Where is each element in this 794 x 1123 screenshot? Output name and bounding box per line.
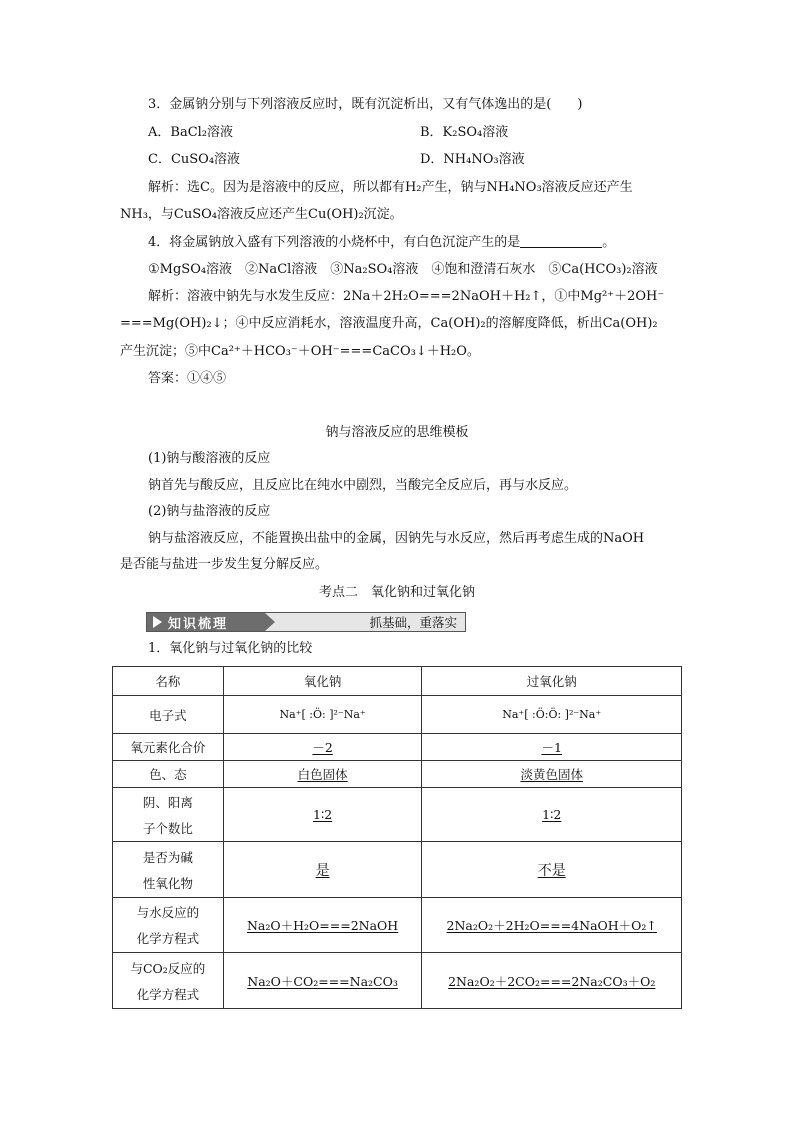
q3-analysis-line1: 解析：选C。因为是溶液中的反应，所以都有H₂产生，钠与NH₄NO₃溶液反应还产生 <box>148 180 633 195</box>
row-label-line: 与水反应的 <box>136 905 200 920</box>
play-arrow-icon <box>153 616 162 628</box>
template-paragraph-2a: 钠与盐溶液反应，不能置换出盐中的金属，因钠先与水反应，然后再考虑生成的NaOH <box>148 531 645 546</box>
table-cell: 不是 <box>422 842 682 898</box>
q3-option-b: B．K₂SO₄溶液 <box>420 125 509 140</box>
row-label-line: 化学方程式 <box>136 931 200 946</box>
header-cell: 名称 <box>113 667 224 696</box>
row-label: 电子式 <box>113 696 224 734</box>
row-label-line: 子个数比 <box>142 820 193 836</box>
table-cell: 1∶2 <box>223 788 422 842</box>
q3-option-d: D．NH₄NO₃溶液 <box>420 152 525 167</box>
row-label-line: 性氧化物 <box>142 875 193 891</box>
q4-analysis-line3: 产生沉淀；⑤中Ca²⁺＋HCO₃⁻＋OH⁻===CaCO₃↓＋H₂O。 <box>120 344 480 359</box>
q3-option-c: C．CuSO₄溶液 <box>148 152 241 167</box>
q4-stem-text: 4．将金属钠放入盛有下列溶液的小烧杯中，有白色沉淀产生的是 <box>148 235 521 250</box>
table-cell: －1 <box>422 734 682 761</box>
q3-stem: 3．金属钠分别与下列溶液反应时，既有沉淀析出，又有气体逸出的是( ) <box>148 97 583 112</box>
row-label-line: 是否为碱 <box>142 849 193 865</box>
table-row <box>113 788 682 842</box>
electron-formula-na2o: Na⁺[ :Ö: ]²⁻Na⁺ <box>223 696 422 734</box>
table-cell: 淡黄色固体 <box>422 761 682 788</box>
header-cell: 过氧化钠 <box>422 667 682 696</box>
comparison-table <box>112 666 682 1009</box>
table-cell: 是 <box>223 842 422 898</box>
q3-analysis-line2: NH₃，与CuSO₄溶液反应还产生Cu(OH)₂沉淀。 <box>120 207 403 222</box>
knowledge-badge <box>146 612 466 632</box>
comparison-subtitle: 1．氧化钠与过氧化钠的比较 <box>148 641 313 656</box>
table-cell: 白色固体 <box>223 761 422 788</box>
q4-analysis-line2: ===Mg(OH)₂↓；④中反应消耗水，溶液温度升高，Ca(OH)₂的溶解度降低，析出Ca(OH)₂ <box>120 316 658 331</box>
badge-left-label: 知识梳理 <box>168 616 229 632</box>
q4-stem <box>148 233 615 252</box>
template-heading-1: (1)钠与酸溶液的反应 <box>148 451 271 466</box>
row-label: 色、态 <box>113 761 224 788</box>
q4-options: ①MgSO₄溶液 ②NaCl溶液 ③Na₂SO₄溶液 ④饱和澄清石灰水 ⑤Ca(HCO₃)₂溶液 <box>148 262 658 277</box>
q4-answer: 答案：①④⑤ <box>148 371 227 386</box>
table-cell: 1∶2 <box>422 788 682 842</box>
badge-left <box>147 613 265 631</box>
table-row <box>113 898 682 953</box>
q4-analysis-line1: 解析：溶液中钠先与水发生反应：2Na＋2H₂O===2NaOH＋H₂↑，①中Mg²⁺＋2OH⁻ <box>148 289 665 304</box>
table-row <box>113 761 682 788</box>
table-row <box>113 953 682 1009</box>
header-cell: 氧化钠 <box>223 667 422 696</box>
template-paragraph-2b: 是否能与盐进一步发生复分解反应。 <box>120 557 329 572</box>
template-heading-2: (2)钠与盐溶液的反应 <box>148 504 271 519</box>
table-cell: Na₂O＋H₂O===2NaOH <box>223 898 422 953</box>
row-label <box>113 788 224 842</box>
table-row <box>113 696 682 734</box>
answer-blank <box>520 233 602 248</box>
template-paragraph-1: 钠首先与酸反应，且反应比在纯水中剧烈，当酸完全反应后，再与水反应。 <box>148 478 578 493</box>
row-label <box>113 842 224 898</box>
table-cell: －2 <box>223 734 422 761</box>
row-label <box>113 953 224 1009</box>
row-label-line: 与CO₂反应的 <box>130 960 206 976</box>
table-header-row <box>113 667 682 696</box>
table-row <box>113 842 682 898</box>
table-cell: 2Na₂O₂＋2CO₂===2Na₂CO₃＋O₂ <box>422 953 682 1009</box>
template-title: 钠与溶液反应的思维模板 <box>325 425 469 440</box>
table-row <box>113 734 682 761</box>
row-label-line: 化学方程式 <box>136 986 200 1002</box>
electron-formula-na2o2: Na⁺[ :Ö:Ö: ]²⁻Na⁺ <box>422 696 682 734</box>
table-cell: Na₂O＋CO₂===Na₂CO₃ <box>223 953 422 1009</box>
section-title: 考点二 氧化钠和过氧化钠 <box>318 585 475 600</box>
row-label <box>113 898 224 953</box>
q3-option-a: A．BaCl₂溶液 <box>148 125 234 140</box>
row-label-line: 阴、阳离 <box>142 794 193 810</box>
q4-stem-end: 。 <box>602 235 616 250</box>
row-label: 氧元素化合价 <box>113 734 224 761</box>
table-cell: 2Na₂O₂＋2H₂O===4NaOH＋O₂↑ <box>422 898 682 953</box>
badge-right-label: 抓基础，重落实 <box>265 613 465 631</box>
